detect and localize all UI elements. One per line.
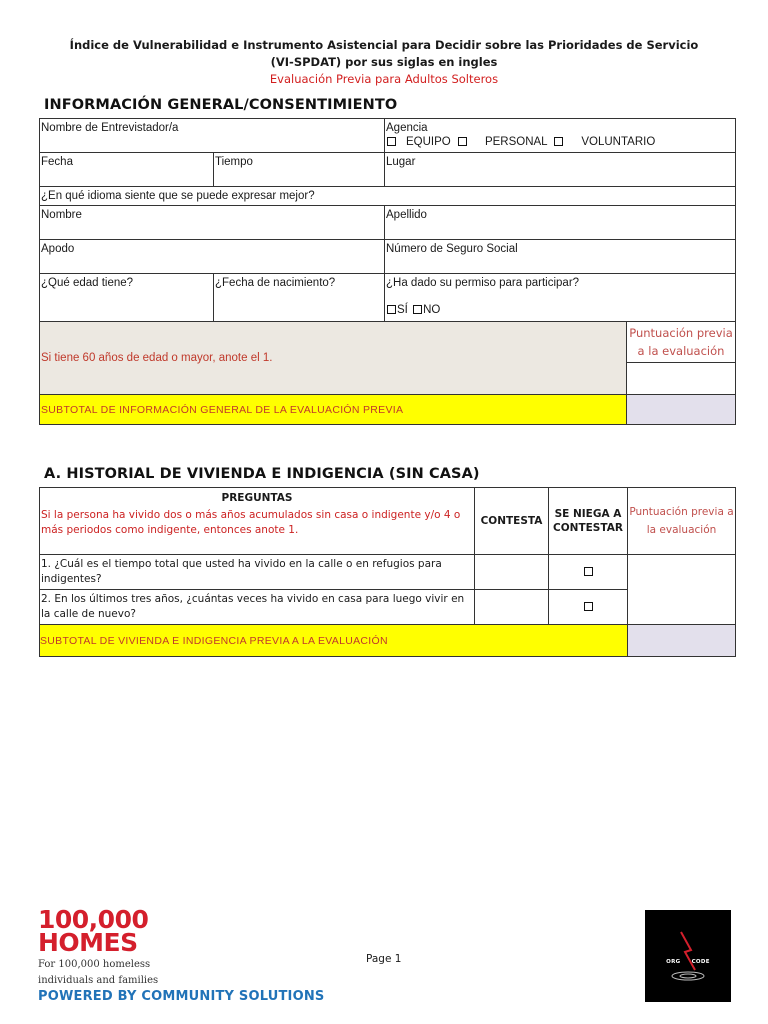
section-housing-title: A. HISTORIAL DE VIVIENDA E INDIGENCIA (SIN CASA) bbox=[44, 466, 480, 482]
col-refuses-header: SE NIEGA A CONTESTAR bbox=[549, 488, 628, 555]
interviewer-field[interactable]: Nombre de Entrevistador/a bbox=[40, 119, 385, 153]
question-2: 2. En los últimos tres años, ¿cuántas veces ha vivido en casa para luego vivir en la calle de nuevo? bbox=[40, 590, 475, 625]
general-subtotal-label: SUBTOTAL DE INFORMACIÓN GENERAL DE LA EVALUACIÓN PREVIA bbox=[40, 395, 627, 425]
ssn-field[interactable]: Número de Seguro Social bbox=[385, 240, 736, 274]
general-info-table bbox=[39, 118, 736, 425]
col-answers-header: CONTESTA bbox=[475, 488, 549, 555]
date-field[interactable]: Fecha bbox=[40, 153, 214, 187]
checkbox-consent-no[interactable] bbox=[413, 305, 422, 314]
language-field[interactable]: ¿En qué idioma siente que se puede expresar mejor? bbox=[40, 187, 736, 206]
agency-field: Agencia EQUIPO PERSONAL VOLUNTARIO bbox=[385, 119, 736, 153]
last-name-field[interactable]: Apellido bbox=[385, 206, 736, 240]
age-note-cell: Si tiene 60 años de edad o mayor, anote el 1. bbox=[40, 322, 627, 395]
housing-score-header: Puntuación previa a la evaluación bbox=[628, 488, 736, 555]
dob-field[interactable]: ¿Fecha de nacimiento? bbox=[214, 274, 385, 322]
section-general-info-title: INFORMACIÓN GENERAL/CONSENTIMIENTO bbox=[44, 97, 398, 113]
checkbox-q1-refuse[interactable] bbox=[584, 567, 593, 576]
question-2-refuse-cell bbox=[549, 590, 628, 625]
general-subtotal-score[interactable] bbox=[627, 395, 736, 425]
consent-field: ¿Ha dado su permiso para participar? SÍ NO bbox=[385, 274, 736, 322]
housing-score-input[interactable] bbox=[628, 555, 736, 625]
checkbox-equipo[interactable] bbox=[387, 137, 396, 146]
question-1-answer-input[interactable] bbox=[475, 555, 549, 590]
checkbox-personal[interactable] bbox=[458, 137, 467, 146]
time-field[interactable]: Tiempo bbox=[214, 153, 385, 187]
nickname-field[interactable]: Apodo bbox=[40, 240, 385, 274]
question-2-answer-input[interactable] bbox=[475, 590, 549, 625]
document-subtitle: (VI-SPDAT) por sus siglas en ingles bbox=[270, 55, 498, 69]
questions-header: PREGUNTAS bbox=[40, 488, 475, 506]
checkbox-consent-yes[interactable] bbox=[387, 305, 396, 314]
document-title: Índice de Vulnerabilidad e Instrumento Asistencial para Decidir sobre las Prioridades de Servicio bbox=[69, 38, 699, 52]
powered-by-text: POWERED BY COMMUNITY SOLUTIONS bbox=[38, 989, 325, 1004]
orgcode-logo: ORG CODE bbox=[645, 910, 731, 1002]
question-1: 1. ¿Cuál es el tiempo total que usted ha vivido en la calle o en refugios para indigentes? bbox=[40, 555, 475, 590]
housing-history-table bbox=[39, 487, 736, 657]
age-field[interactable]: ¿Qué edad tiene? bbox=[40, 274, 214, 322]
page-number: Page 1 bbox=[366, 953, 402, 965]
orgcode-bolt-icon bbox=[645, 910, 731, 1002]
checkbox-voluntario[interactable] bbox=[554, 137, 563, 146]
age-score-input[interactable] bbox=[627, 363, 736, 395]
checkbox-q2-refuse[interactable] bbox=[584, 602, 593, 611]
score-header: Puntuación previa a la evaluación bbox=[627, 322, 736, 363]
place-field[interactable]: Lugar bbox=[385, 153, 736, 187]
document-form-type: Evaluación Previa para Adultos Solteros bbox=[269, 72, 499, 86]
housing-instruction: Si la persona ha vivido dos o más años acumulados sin casa o indigente y/o 4 o más periodos como indigente, entonces anote 1. bbox=[40, 506, 475, 555]
question-1-refuse-cell bbox=[549, 555, 628, 590]
first-name-field[interactable]: Nombre bbox=[40, 206, 385, 240]
100000-homes-logo: 100,000 HOMES For 100,000 homeless individuals and families bbox=[38, 905, 159, 986]
housing-subtotal-score[interactable] bbox=[628, 625, 736, 657]
housing-subtotal-label: SUBTOTAL DE VIVIENDA E INDIGENCIA PREVIA A LA EVALUACIÓN bbox=[40, 625, 628, 657]
